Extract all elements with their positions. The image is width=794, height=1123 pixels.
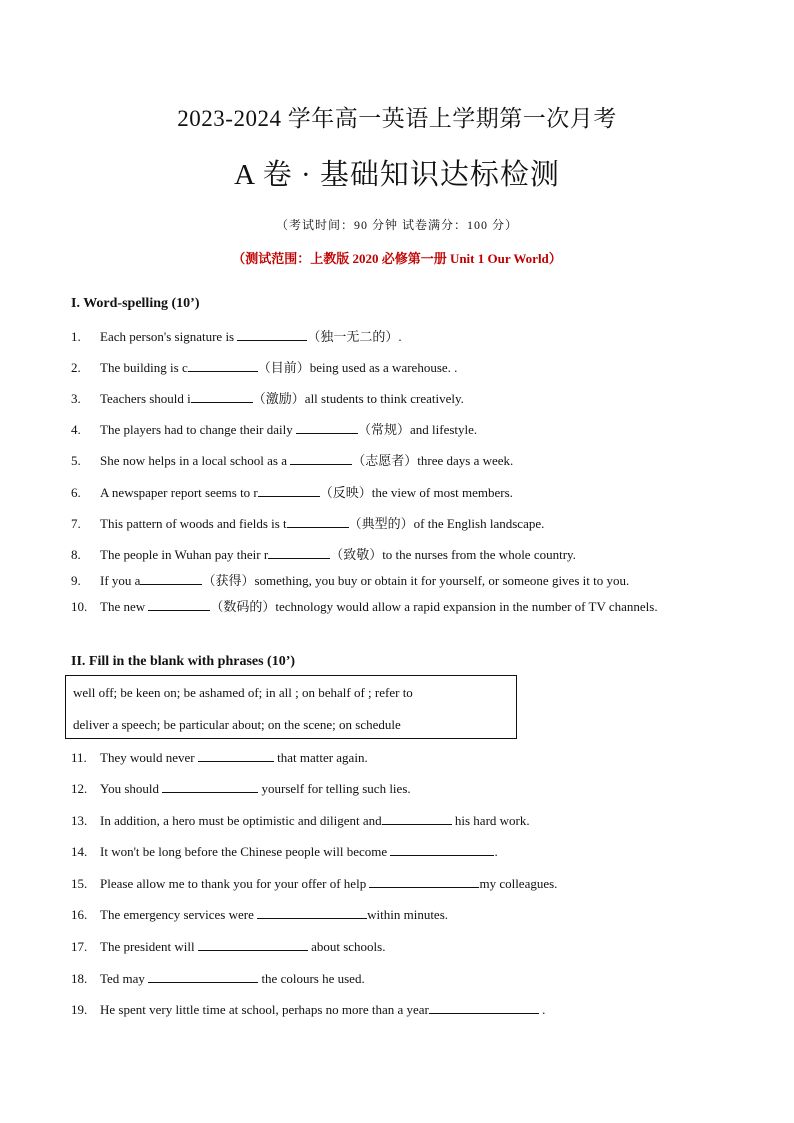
question-item [71, 482, 513, 501]
question-text: You should [100, 781, 163, 796]
answer-blank[interactable] [258, 483, 320, 497]
question-text: The players had to change their daily [100, 422, 297, 437]
question-text: my colleagues. [479, 876, 558, 891]
question-number: 1. [71, 329, 81, 344]
question-text: The building is c [100, 360, 188, 375]
question-text: . [538, 1002, 546, 1017]
answer-blank[interactable] [290, 451, 352, 465]
answer-blank[interactable] [296, 420, 358, 434]
answer-blank[interactable] [257, 905, 367, 919]
question-item [71, 513, 544, 532]
phrase-bank-box [65, 675, 517, 739]
question-text: Each person's signature is [100, 329, 238, 344]
question-text: The emergency services were [100, 907, 258, 922]
question-number: 2. [71, 360, 81, 375]
question-item [71, 357, 457, 376]
question-item [71, 419, 477, 438]
question-text: his hard work. [451, 813, 530, 828]
question-text: It won't be long before the Chinese people will become [100, 844, 391, 859]
question-text: If you a [100, 573, 141, 588]
answer-blank[interactable] [390, 842, 494, 856]
answer-blank[interactable] [198, 937, 308, 951]
answer-blank[interactable] [140, 571, 202, 585]
question-text: （独一无二的）. [307, 329, 402, 344]
question-text: （目前）being used as a warehouse. . [257, 360, 458, 375]
question-text: She now helps in a local school as a [100, 453, 291, 468]
question-number: 10. [71, 599, 88, 614]
question-number: 19. [71, 1002, 88, 1017]
question-text: He spent very little time at school, perhaps no more than a year [100, 1002, 429, 1017]
answer-blank[interactable] [162, 779, 258, 793]
question-number: 7. [71, 516, 81, 531]
question-text: The new [100, 599, 149, 614]
question-number: 12. [71, 781, 88, 796]
question-text: （获得）something, you buy or obtain it for yourself, or someone gives it to you. [202, 573, 630, 588]
question-text: Please allow me to thank you for your offer of help [100, 876, 370, 891]
question-text: Ted may [100, 971, 149, 986]
answer-blank[interactable] [429, 1000, 539, 1014]
question-item [71, 450, 513, 469]
answer-blank[interactable] [382, 811, 452, 825]
question-item [71, 596, 658, 615]
question-text: the colours he used. [258, 971, 365, 986]
question-item [71, 905, 448, 923]
question-text: that matter again. [273, 750, 368, 765]
question-number: 3. [71, 391, 81, 406]
question-item [71, 1000, 545, 1018]
question-text: The people in Wuhan pay their r [100, 547, 269, 562]
answer-blank[interactable] [268, 545, 330, 559]
question-number: 13. [71, 813, 88, 828]
test-scope: （测试范围：上教版 2020 必修第一册 Unit 1 Our World） [232, 251, 562, 266]
question-item [71, 326, 402, 345]
answer-blank[interactable] [198, 748, 274, 762]
question-item [71, 811, 530, 829]
question-item [71, 544, 576, 563]
question-text: A newspaper report seems to r [100, 485, 258, 500]
question-text: within minutes. [367, 907, 449, 922]
question-number: 18. [71, 971, 88, 986]
question-text: （反映）the view of most members. [319, 485, 513, 500]
exam-info: （考试时间：90 分钟 试卷满分：100 分） [275, 218, 518, 232]
question-item [71, 570, 629, 589]
question-item [71, 874, 557, 892]
question-number: 15. [71, 876, 88, 891]
section-heading-fill-in-phrases: II. Fill in the blank with phrases (10’) [71, 654, 296, 669]
phrase-bank-line: deliver a speech; be particular about; on the scene; on schedule [73, 717, 401, 732]
question-text: （数码的）technology would allow a rapid expansion in the number of TV channels. [210, 599, 658, 614]
question-number: 4. [71, 422, 81, 437]
question-text: （激励）all students to think creatively. [252, 391, 464, 406]
question-number: 16. [71, 907, 88, 922]
question-text: They would never [100, 750, 198, 765]
answer-blank[interactable] [148, 597, 210, 611]
phrase-bank-line: well off; be keen on; be ashamed of; in all ; on behalf of ; refer to [73, 685, 413, 700]
question-item [71, 842, 498, 860]
question-item [71, 388, 464, 407]
question-number: 17. [71, 939, 88, 954]
question-text: yourself for telling such lies. [258, 781, 411, 796]
question-item [71, 748, 368, 766]
answer-blank[interactable] [237, 327, 307, 341]
question-text: This pattern of woods and fields is t [100, 516, 287, 531]
question-item [71, 969, 365, 987]
answer-blank[interactable] [188, 358, 258, 372]
page-title: 2023-2024 学年高一英语上学期第一次月考 [177, 106, 617, 131]
question-number: 5. [71, 453, 81, 468]
question-text: （致敬）to the nurses from the whole country. [330, 547, 576, 562]
question-text: . [494, 844, 498, 859]
question-number: 14. [71, 844, 88, 859]
question-number: 9. [71, 573, 81, 588]
answer-blank[interactable] [287, 514, 349, 528]
question-text: （志愿者）three days a week. [352, 453, 514, 468]
page-subtitle: A 卷 · 基础知识达标检测 [234, 159, 560, 191]
question-text: （常规）and lifestyle. [358, 422, 478, 437]
question-text: The president will [100, 939, 198, 954]
question-number: 6. [71, 485, 81, 500]
answer-blank[interactable] [369, 874, 479, 888]
answer-blank[interactable] [191, 389, 253, 403]
question-text: Teachers should i [100, 391, 191, 406]
question-number: 8. [71, 547, 81, 562]
question-item [71, 937, 385, 955]
question-text: In addition, a hero must be optimistic and diligent and [100, 813, 382, 828]
question-item [71, 779, 411, 797]
answer-blank[interactable] [148, 969, 258, 983]
question-text: about schools. [307, 939, 386, 954]
question-number: 11. [71, 750, 87, 765]
section-heading-word-spelling: I. Word-spelling (10’) [71, 296, 200, 311]
question-text: （典型的）of the English landscape. [348, 516, 545, 531]
